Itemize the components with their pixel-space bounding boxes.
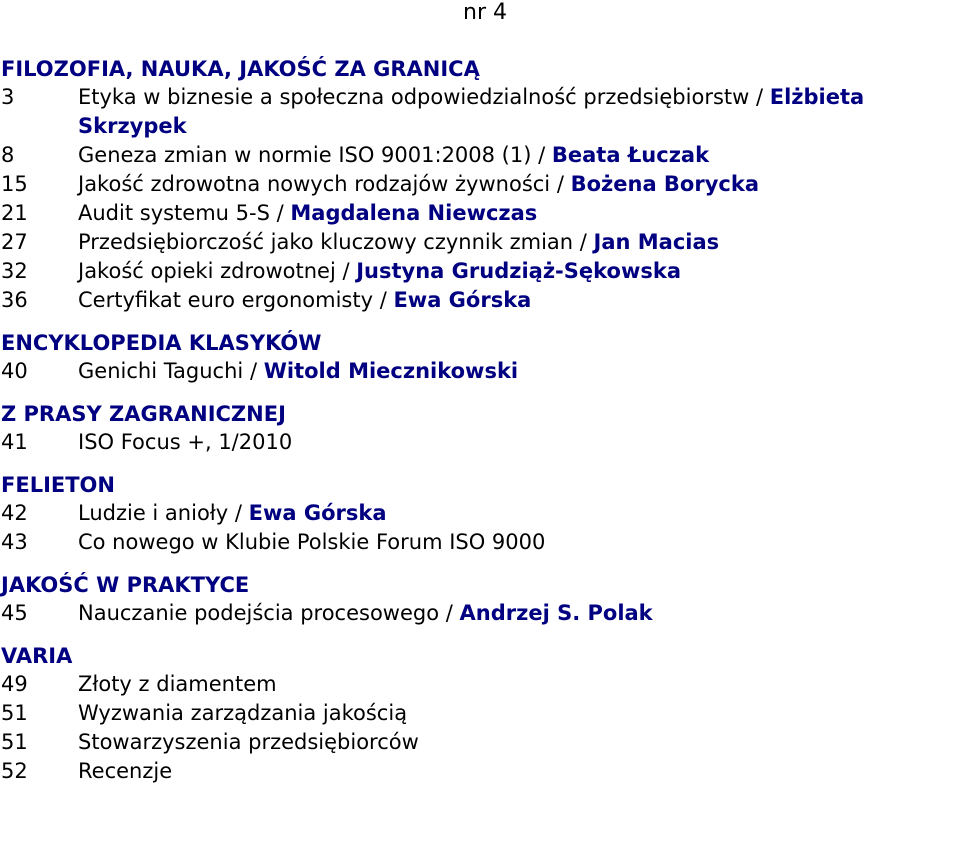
page-number: 40 bbox=[1, 359, 28, 383]
toc-section-filozofia bbox=[1, 55, 959, 315]
page-number: 15 bbox=[1, 172, 28, 196]
entry-text bbox=[78, 199, 959, 228]
toc-entry bbox=[1, 170, 959, 199]
section-title: VARIA bbox=[1, 644, 73, 668]
article-author: Jan Macias bbox=[593, 230, 720, 254]
article-title: Audit systemu 5-S bbox=[78, 201, 270, 225]
entry-text bbox=[78, 699, 959, 728]
entry-text bbox=[78, 170, 959, 199]
article-title: Przedsiębiorczość jako kluczowy czynnik zmian bbox=[78, 230, 574, 254]
page-number: 36 bbox=[1, 288, 28, 312]
entry-text bbox=[78, 670, 959, 699]
separator: / bbox=[269, 201, 291, 225]
page-number: 52 bbox=[1, 759, 28, 783]
separator: / bbox=[228, 501, 249, 525]
toc-entry bbox=[1, 199, 959, 228]
page-number: 42 bbox=[1, 501, 28, 525]
article-author: Ewa Górska bbox=[248, 501, 387, 525]
article-title: Złoty z diamentem bbox=[78, 672, 277, 696]
separator: / bbox=[335, 259, 357, 283]
entry-text bbox=[78, 257, 959, 286]
article-title: Stowarzyszenia przedsiębiorców bbox=[78, 730, 419, 754]
toc-entry bbox=[1, 728, 959, 757]
toc-section-praktyka bbox=[1, 571, 959, 628]
section-title: ENCYKLOPEDIA KLASYKÓW bbox=[1, 331, 322, 355]
article-title: Wyzwania zarządzania jakością bbox=[78, 701, 408, 725]
article-title: Co nowego w Klubie Polskie Forum ISO 9000 bbox=[78, 530, 546, 554]
entry-text bbox=[78, 599, 959, 628]
toc-entry bbox=[1, 757, 959, 786]
toc-entry bbox=[1, 141, 959, 170]
toc-section-varia bbox=[1, 642, 959, 786]
entry-text bbox=[78, 357, 959, 386]
toc-entry bbox=[1, 699, 959, 728]
entry-text bbox=[78, 528, 959, 557]
entry-text bbox=[78, 499, 959, 528]
entry-text bbox=[78, 228, 959, 257]
article-title: Jakość opieki zdrowotnej bbox=[78, 259, 336, 283]
toc-entry bbox=[1, 670, 959, 699]
toc-section-encyklopedia bbox=[1, 329, 959, 386]
article-author: Bożena Borycka bbox=[570, 172, 759, 196]
toc-entry bbox=[1, 499, 959, 528]
separator: / bbox=[531, 143, 552, 167]
article-author: Andrzej S. Polak bbox=[459, 601, 653, 625]
toc-entry bbox=[1, 257, 959, 286]
page-number: 43 bbox=[1, 530, 28, 554]
article-title: Nauczanie podejścia procesowego bbox=[78, 601, 440, 625]
article-title: Genichi Taguchi bbox=[78, 359, 244, 383]
article-author: Magdalena Niewczas bbox=[290, 201, 538, 225]
page-number: 51 bbox=[1, 730, 28, 754]
table-of-contents bbox=[1, 55, 959, 786]
toc-entry bbox=[1, 528, 959, 557]
page-number: 41 bbox=[1, 430, 28, 454]
issue-number: nr 4 bbox=[463, 0, 507, 25]
article-title: Recenzje bbox=[78, 759, 173, 783]
article-title: Jakość zdrowotna nowych rodzajów żywności bbox=[78, 172, 551, 196]
page-number: 3 bbox=[1, 85, 15, 109]
toc-entry bbox=[1, 286, 959, 315]
entry-text bbox=[78, 286, 959, 315]
toc-section-prasa bbox=[1, 400, 959, 457]
separator: / bbox=[749, 85, 770, 109]
toc-entry bbox=[1, 428, 959, 457]
article-title: Certyfikat euro ergonomisty bbox=[78, 288, 374, 312]
article-author: Ewa Górska bbox=[393, 288, 532, 312]
page-number: 21 bbox=[1, 201, 28, 225]
separator: / bbox=[243, 359, 264, 383]
toc-entry bbox=[1, 83, 959, 141]
article-author: Elżbieta Skrzypek bbox=[78, 85, 865, 138]
section-title: JAKOŚĆ W PRAKTYCE bbox=[1, 573, 250, 597]
entry-text bbox=[78, 428, 959, 457]
article-author: Beata Łuczak bbox=[551, 143, 710, 167]
article-title: Geneza zmian w normie ISO 9001:2008 (1) bbox=[78, 143, 532, 167]
page-number: 45 bbox=[1, 601, 28, 625]
article-title: Ludzie i anioły bbox=[78, 501, 229, 525]
toc-entry bbox=[1, 357, 959, 386]
entry-text bbox=[78, 83, 959, 141]
entry-text bbox=[78, 728, 959, 757]
article-title: Etyka w biznesie a społeczna odpowiedzialność przedsiębiorstw bbox=[78, 85, 750, 109]
separator: / bbox=[373, 288, 394, 312]
section-title: FELIETON bbox=[1, 473, 115, 497]
entry-text bbox=[78, 757, 959, 786]
article-author: Justyna Grudziąż-Sękowska bbox=[356, 259, 681, 283]
separator: / bbox=[550, 172, 571, 196]
toc-entry bbox=[1, 228, 959, 257]
separator: / bbox=[573, 230, 594, 254]
article-title: ISO Focus +, 1/2010 bbox=[78, 430, 293, 454]
page-number: 49 bbox=[1, 672, 28, 696]
toc-section-felieton bbox=[1, 471, 959, 557]
article-author: Witold Miecznikowski bbox=[263, 359, 519, 383]
separator: / bbox=[439, 601, 460, 625]
page-number: 27 bbox=[1, 230, 28, 254]
page-number: 51 bbox=[1, 701, 28, 725]
section-title: FILOZOFIA, NAUKA, JAKOŚĆ ZA GRANICĄ bbox=[1, 57, 480, 81]
entry-text bbox=[78, 141, 959, 170]
section-title: Z PRASY ZAGRANICZNEJ bbox=[1, 402, 286, 426]
toc-entry bbox=[1, 599, 959, 628]
page-number: 8 bbox=[1, 143, 15, 167]
page-number: 32 bbox=[1, 259, 28, 283]
